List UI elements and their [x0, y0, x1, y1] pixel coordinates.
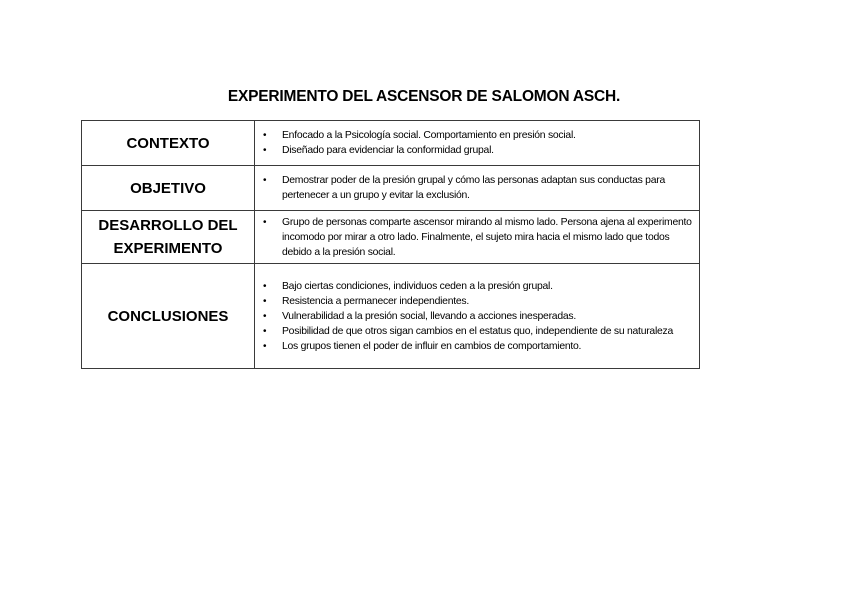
list-item: • Grupo de personas comparte ascensor mirando al mismo lado. Persona ajena al experimento incomodo por mirar a otro lado. Finalmente, el sujeto mira hacia el mismo lado que todos debido a la presión social. [255, 215, 699, 260]
table-row-desarrollo [82, 211, 700, 264]
list-item: • Resistencia a permanecer independientes. [255, 294, 699, 309]
list-item: • Vulnerabilidad a la presión social, llevando a acciones inesperadas. [255, 309, 699, 324]
row-content-desarrollo [255, 211, 700, 264]
list-item: • Los grupos tienen el poder de influir en cambios de comportamiento. [255, 339, 699, 354]
row-label-line: DESARROLLO DEL [98, 217, 238, 234]
list-item: • Bajo ciertas condiciones, individuos ceden a la presión grupal. [255, 279, 699, 294]
row-label-objetivo: OBJETIVO [82, 166, 255, 211]
row-label-contexto: CONTEXTO [82, 121, 255, 166]
table-row-contexto [82, 121, 700, 166]
row-content-conclusiones [255, 264, 700, 369]
list-item: • Enfocado a la Psicología social. Comportamiento en presión social. [255, 128, 699, 143]
bullet-list [255, 215, 699, 260]
row-content-objetivo [255, 166, 700, 211]
bullet-list [255, 128, 699, 158]
row-label-line: EXPERIMENTO [113, 240, 223, 257]
row-label-desarrollo [82, 211, 255, 264]
list-item: • Diseñado para evidenciar la conformidad grupal. [255, 143, 699, 158]
list-item: • Demostrar poder de la presión grupal y cómo las personas adaptan sus conductas para pertenecer a un grupo y evitar la exclusión. [255, 173, 699, 203]
bullet-list [255, 279, 699, 354]
summary-table [81, 120, 700, 369]
bullet-list [255, 173, 699, 203]
row-content-contexto [255, 121, 700, 166]
row-label-conclusiones: CONCLUSIONES [82, 264, 255, 369]
list-item: • Posibilidad de que otros sigan cambios en el estatus quo, independiente de su naturaleza [255, 324, 699, 339]
document-title: EXPERIMENTO DEL ASCENSOR DE SALOMON ASCH. [227, 88, 621, 105]
table-row-conclusiones [82, 264, 700, 369]
table-row-objetivo [82, 166, 700, 211]
